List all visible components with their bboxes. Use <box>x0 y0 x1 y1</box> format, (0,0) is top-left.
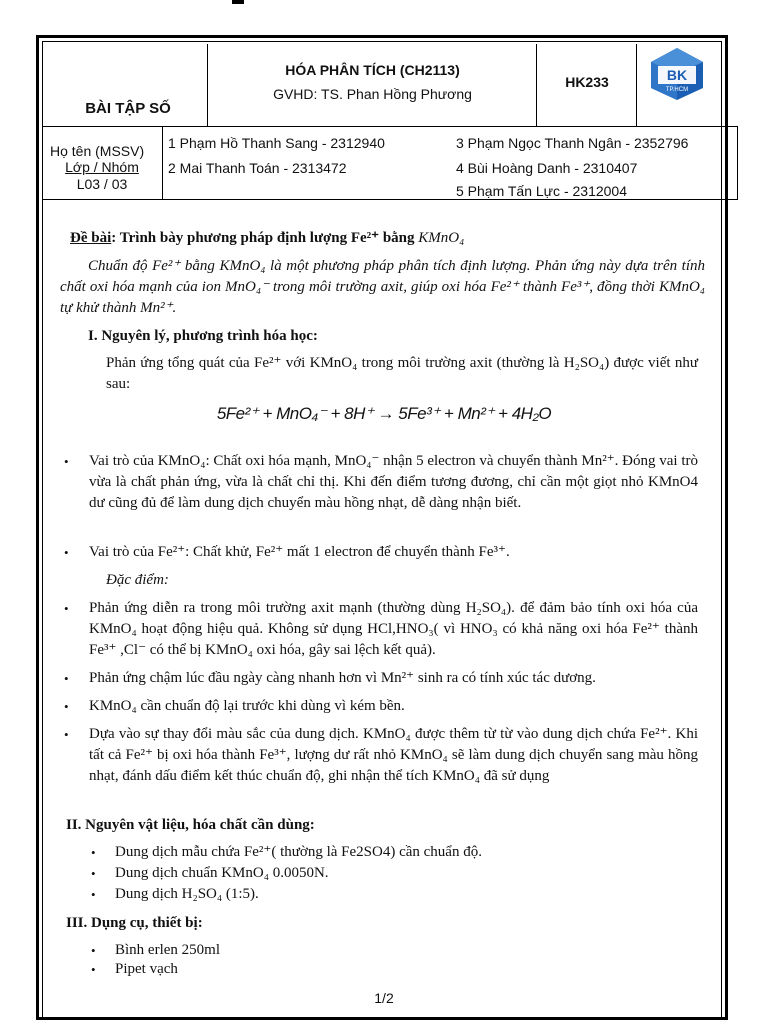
bullet-icon: • <box>64 454 69 469</box>
student-info-labels <box>42 127 163 199</box>
section-1-heading: I. Nguyên lý, phương trình hóa học: <box>88 328 318 344</box>
page-top-mark <box>232 0 244 4</box>
task-reagent: KMnO₄ <box>418 230 465 246</box>
task-text: Trình bày phương pháp định lượng Fe²⁺ bằng <box>119 230 415 246</box>
logo-text: BK <box>666 67 688 83</box>
member-2: 2 Mai Thanh Toán - 2313472 <box>168 160 347 176</box>
exercise-label: BÀI TẬP SỐ <box>85 100 171 117</box>
feature-stability: KMnO₄ cần chuẩn độ lại trước khi dùng vì kém bền. <box>89 698 405 714</box>
bullet-icon: • <box>64 545 69 560</box>
task-heading: Đề bài: Trình bày phương pháp định lượng Fe²⁺ bằng KMnO₄ <box>70 230 465 246</box>
member-1: 1 Phạm Hồ Thanh Sang - 2312940 <box>168 135 385 151</box>
student-info <box>42 126 738 200</box>
group-label: Lớp / Nhóm <box>65 159 139 175</box>
section-2-heading: II. Nguyên vật liệu, hóa chất cần dùng: <box>66 817 315 833</box>
bullet-icon: • <box>91 943 96 958</box>
section-3-heading: III. Dụng cụ, thiết bị: <box>66 915 203 931</box>
semester-code: HK233 <box>565 74 609 90</box>
exercise-cell <box>48 44 208 126</box>
course-title: HÓA PHÂN TÍCH (CH2113) <box>285 62 460 78</box>
group-value: L03 / 03 <box>76 176 128 192</box>
kmno4-role: Vai trò của KMnO₄: Chất oxi hóa mạnh, MnO₄⁻ nhận 5 electron và chuyển thành Mn²⁺. Đóng vai trò vừa là chất phản ứng, vừa là chất chỉ thị. Khi đến điểm tương đương, chỉ cần một giọt nhỏ KMnO4 dư cũng đủ để làm dung dịch chuyển màu hồng nhạt, dễ dàng nhận biết. <box>89 453 699 511</box>
features-label: Đặc điểm: <box>106 572 169 588</box>
equipment-item: Bình erlen 250ml <box>115 942 220 958</box>
fe2-role: Vai trò của Fe²⁺: Chất khử, Fe²⁺ mất 1 electron để chuyển thành Fe³⁺. <box>89 544 510 560</box>
intro-paragraph: Chuẩn độ Fe²⁺ bằng KMnO₄ là một phương pháp phân tích định lượng. Phản ứng này dựa trên tính chất oxi hóa mạnh của ion MnO₄⁻ trong môi trường axit, giúp oxi hóa Fe²⁺ thành Fe³⁺, đồng thời KMnO₄ tự khử thành Mn²⁺. <box>60 258 705 316</box>
name-label: Họ tên (MSSV) <box>50 143 145 159</box>
bullet-icon: • <box>91 845 96 860</box>
equipment-item: Pipet vạch <box>115 961 178 977</box>
bullet-icon: • <box>64 601 69 616</box>
feature-acid: Phản ứng diễn ra trong môi trường axit mạnh (thường dùng H₂SO₄). để đảm bảo tính oxi hóa của KMnO₄ hoạt động hiệu quả. Không sử dụng HCl,HNO₃( vì HNO₃ có khả năng oxi hóa Fe²⁺ thành Fe³⁺ ,Cl⁻ có thể bị KMnO₄ oxi hóa, gây sai lệch kết quả). <box>89 600 698 658</box>
bullet-icon: • <box>64 671 69 686</box>
bullet-icon: • <box>91 887 96 902</box>
task-label: Đề bài <box>70 230 112 246</box>
member-5: 5 Phạm Tấn Lực - 2312004 <box>456 183 628 199</box>
material-item: Dung dịch H₂SO₄ (1:5). <box>115 886 259 902</box>
member-3: 3 Phạm Ngọc Thanh Ngân - 2352796 <box>456 135 689 151</box>
course-cell <box>208 44 537 126</box>
material-item: Dung dịch mẫu chứa Fe²⁺( thường là Fe2SO4) cần chuẩn độ. <box>115 844 482 860</box>
bullet-icon: • <box>91 962 96 977</box>
instructor-name: GVHD: TS. Phan Hồng Phương <box>273 86 472 102</box>
feature-rate: Phản ứng chậm lúc đầu ngày càng nhanh hơn vì Mn²⁺ sinh ra có tính xúc tác dương. <box>89 670 596 686</box>
feature-endpoint: Dựa vào sự thay đổi màu sắc của dung dịch. KMnO₄ được thêm từ từ vào dung dịch chứa Fe²⁺. Khi tất cả Fe²⁺ bị oxi hóa thành Fe³⁺, lượng dư rất nhỏ KMnO₄ sẽ làm dung dịch chuyển sang màu hồng nhạt, đánh dấu điểm kết thúc chuẩn độ, ghi nhận thể tích KMnO₄ đã sử dụng <box>89 726 698 784</box>
bk-logo-icon <box>647 46 707 102</box>
member-4: 4 Bùi Hoàng Danh - 2310407 <box>456 160 638 176</box>
bullet-icon: • <box>64 699 69 714</box>
section-1-paragraph: Phản ứng tổng quát của Fe²⁺ với KMnO₄ trong môi trường axit (thường là H₂SO₄) được viết như sau: <box>106 355 698 392</box>
semester-cell <box>537 44 637 126</box>
page-number: 1/2 <box>374 990 394 1006</box>
material-item: Dung dịch chuẩn KMnO₄ 0.0050N. <box>115 865 329 881</box>
document-header <box>48 44 716 126</box>
reaction-equation: 5Fe²⁺ + MnO₄⁻ + 8H⁺ → 5Fe³⁺ + Mn²⁺ + 4H₂O <box>216 404 552 423</box>
logo-subtext: TP.HCM <box>665 87 689 93</box>
bullet-icon: • <box>91 866 96 881</box>
logo-cell <box>637 44 716 126</box>
bullet-icon: • <box>64 727 69 742</box>
